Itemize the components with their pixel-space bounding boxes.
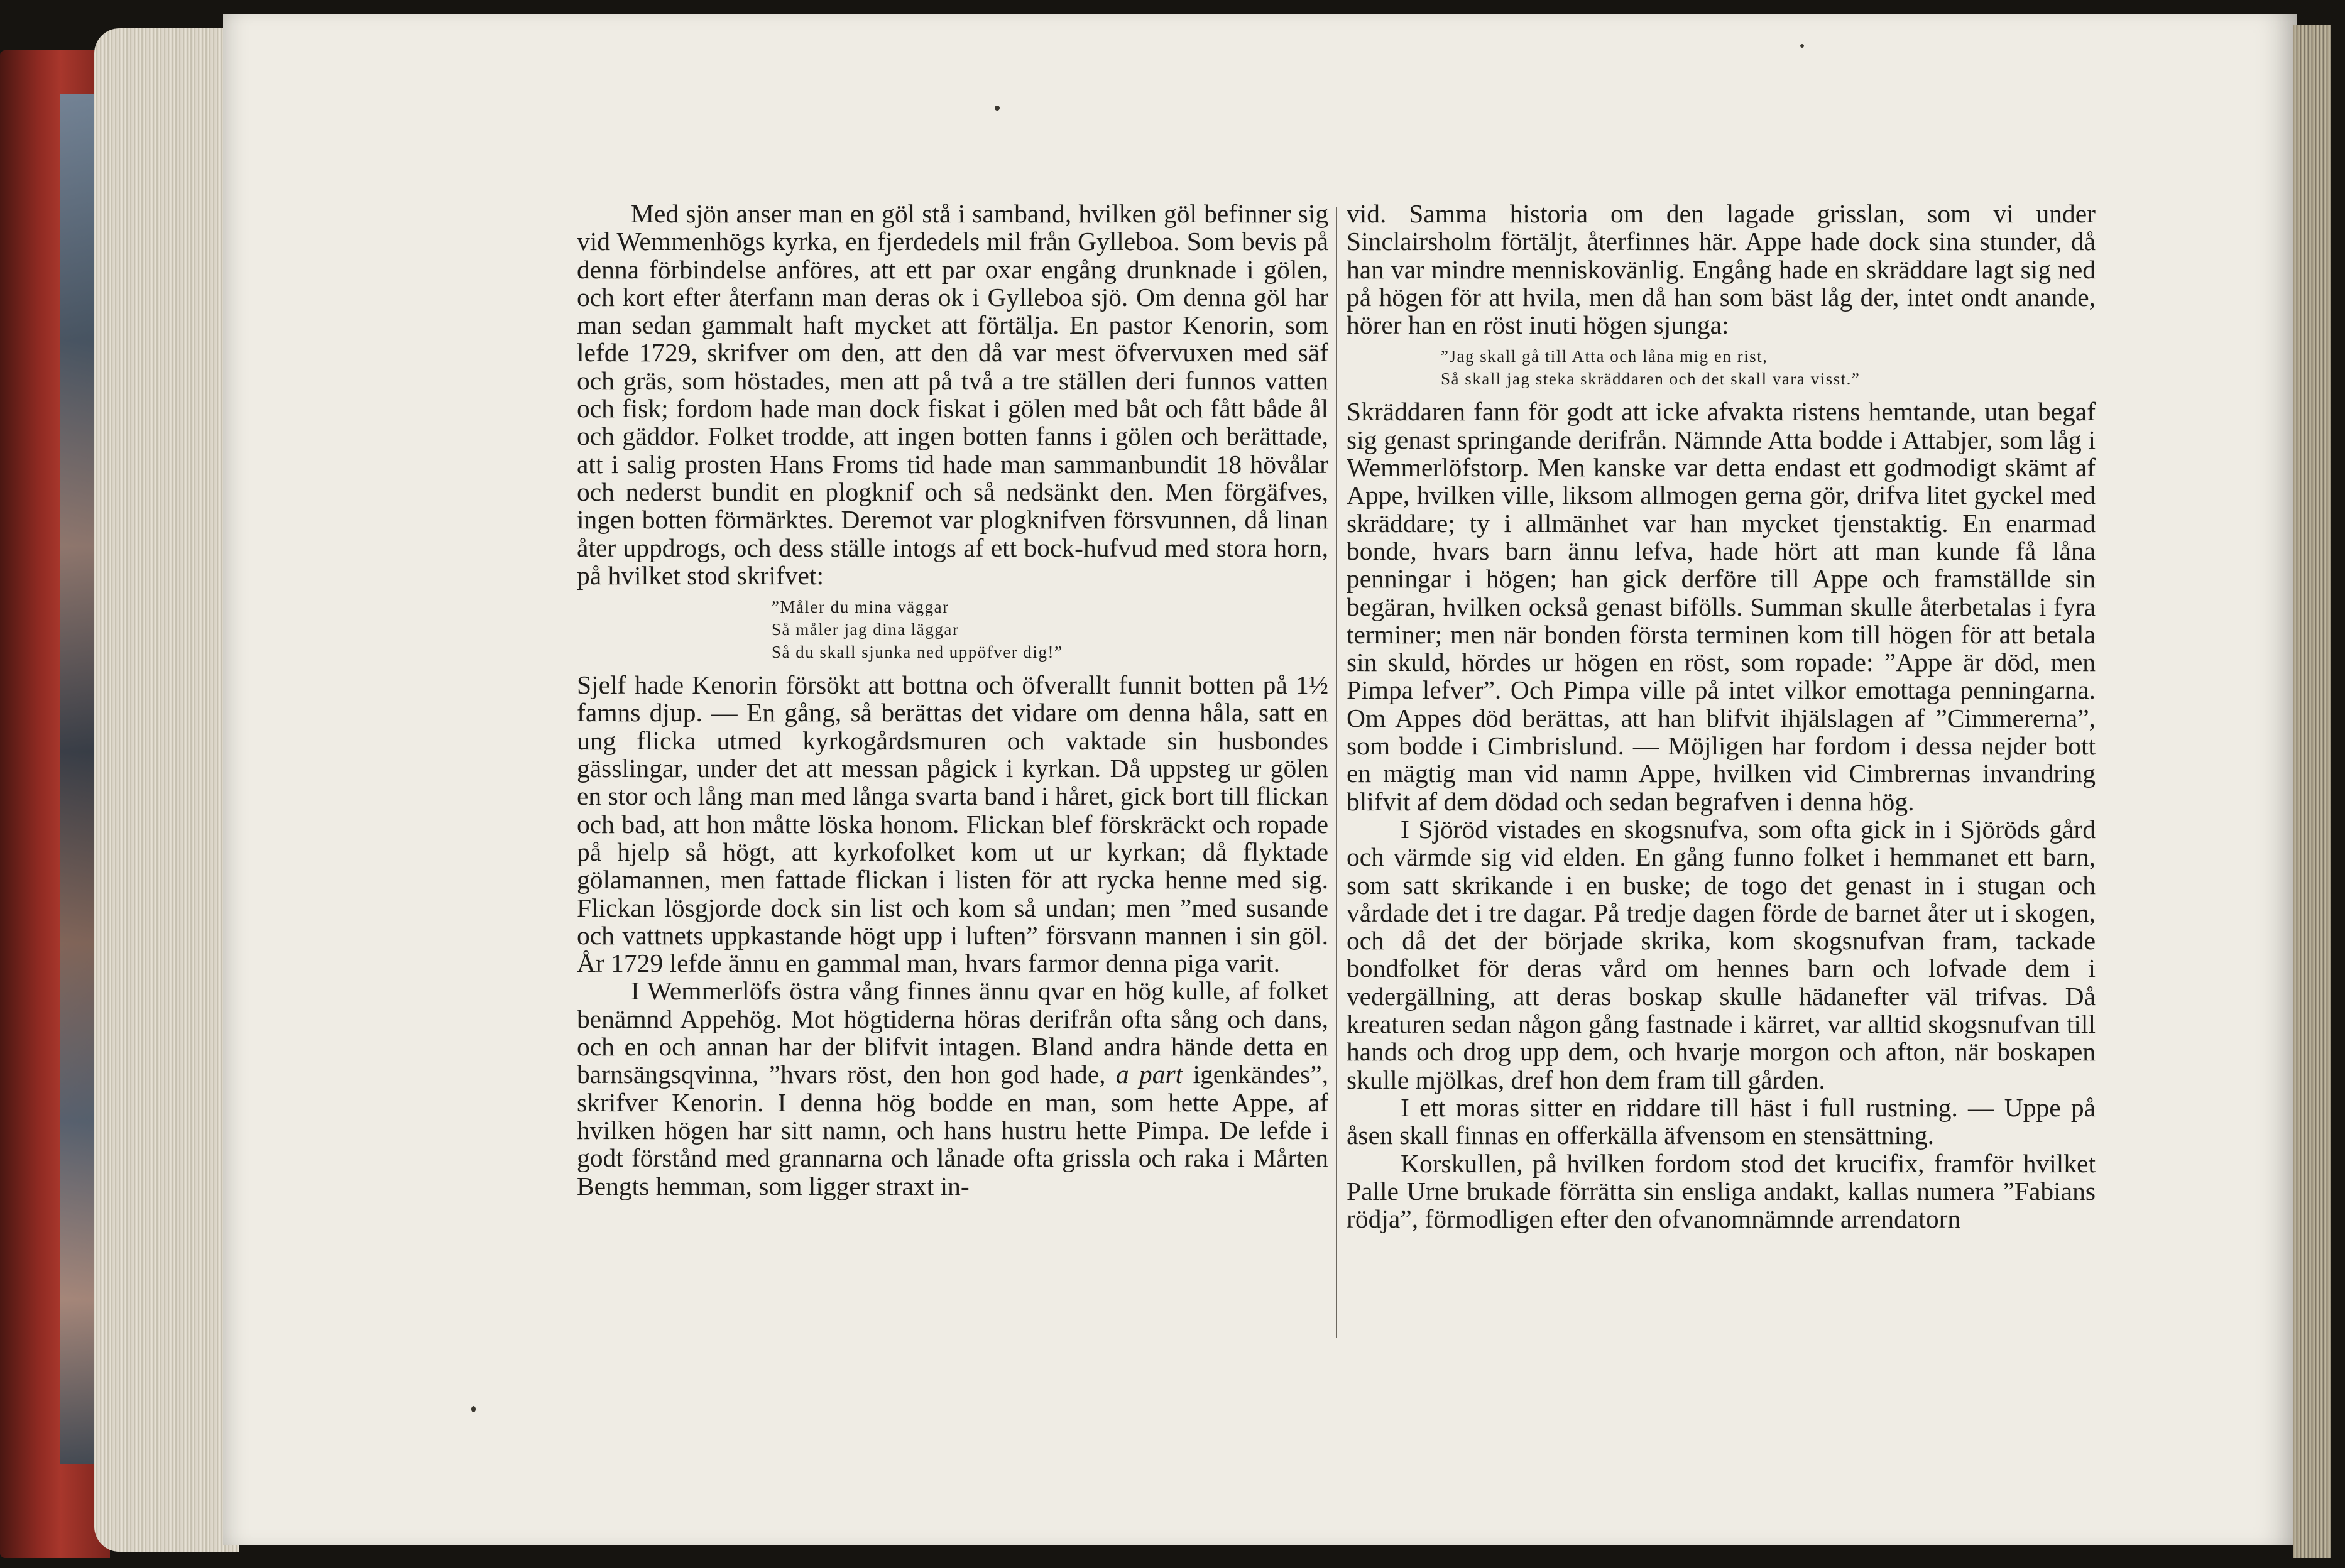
verse-line: Så skall jag steka skräddaren och det skall vara visst.” <box>1441 369 1861 389</box>
verse-block <box>577 596 1328 663</box>
paragraph: I Sjöröd vistades en skogsnufva, som ofta gick in i Sjöröds gård och värmde sig vid elden. En gång funno folket i hemmanet ett barn, som satt skrikande i en buske; de togo det genast in i stugan och vårdade det i tre dagar. På tredje dagen förde de barnet åter ut i skogen, och då det der började skrika, kom skogsnufvan fram, tackade bondfolket för deras vård om hennes barn och lofvade dem i vedergällning, att deras boskap skulle hädanefter väl trifvas. Då kreaturen sedan någon gång fastnade i kärret, var alltid skogsnufvan till hands och drog upp dem, och hvarje morgon och afton, när boskapen skulle mjölkas, dref hon dem fram till gården. <box>1347 814 2096 1094</box>
paragraph-text: I Wemmerlöfs östra vång finnes ännu qvar en hög kulle, af folket benämnd Appehög. Mot högtiderna höras derifrån ofta sång och dans, och en och annan har der blifvit intagen. Bland andra hände detta en barnsängsqvinna, ”hvars röst, den hon god hade, <box>577 976 1328 1089</box>
column-divider <box>1336 207 1337 1338</box>
paragraph: Med sjön anser man en göl stå i samband, hvilken göl befinner sig vid Wemmenhögs kyrka, en fjerdedels mil från Gylleboa. Som bevis på denna förbindelse anföres, att ett par oxar engång drunknade i gölen, och kort efter återfann man deras ok i Gylleboa sjö. Om denna göl har man sedan gammalt haft mycket att förtälja. En pastor Kenorin, som lefde 1729, skrifver om den, att den då var mest öfvervuxen med säf och gräs, som höstades, men att på två a tre ställen deri funnos vatten och fisk; fordom hade man dock fiskat i gölen med båt och fått både ål och gäddor. Folket trodde, att ingen botten fanns i gölen och berättade, att i salig prosten Hans Froms tid hade man sammanbundit 18 hövålar och nederst bundit en plogknif och så nedsänkt den. Men förgäfves, ingen botten förmärktes. Deremot var plogknifven försvunnen, då linan åter uppdrogs, och dess ställe intogs af ett bock-hufvud med stora horn, på hvilket stod skrifvet: <box>577 199 1328 590</box>
paragraph: Sjelf hade Kenorin försökt att bottna och öfverallt funnit botten på 1½ famns djup. — En gång, så berättas det vidare om denna håla, satt en ung flicka utmed kyrkogårdsmuren och vaktade sin husbondes gässlingar, under det att messan pågick i kyrkan. Då uppsteg ur gölen en stor och lång man med långa svarta band i håret, gick bort till flickan och bad, att hon måtte löska honom. Flickan blef förskräckt och ropade på hjelp så högt, att kyrkofolket kom ut ur kyrkan; då flyktade gölamannen, men fattade flickan i listen för att rycka henne med sig. Flickan lösgjorde dock sin list och kom så undan; men ”med susande och vattnets uppkastande högt upp i luften” försvann mannen i sin göl. År 1729 lefde ännu en gammal man, hvars farmor denna piga varit. <box>577 670 1328 978</box>
verse-line: Så måler jag dina läggar <box>772 620 959 640</box>
paragraph: vid. Samma historia om den lagade grisslan, som vi under Sinclairsholm förtäljt, återfinnes här. Appe hade dock sina stunder, då han var mindre menniskovänlig. Engång hade en skräddare lagt sig ned på högen för att hvila, men då han som bäst låg der, intet ondt anande, hörer han en röst inuti högen sjunga: <box>1347 199 2096 340</box>
paper-speck <box>471 1406 476 1412</box>
verse-line: ”Jag skall gå till Atta och låna mig en rist, <box>1441 347 1768 366</box>
paragraph <box>577 977 1328 1199</box>
paper-speck <box>1800 44 1804 48</box>
right-text-column <box>1347 200 2096 1233</box>
emphasis: a part <box>1115 1060 1183 1089</box>
left-text-column <box>577 200 1328 1200</box>
verse-line: ”Måler du mina väggar <box>772 597 949 617</box>
right-page-edges <box>2293 25 2331 1558</box>
paragraph-text: igenkändes”, skrifver Kenorin. I denna hög bodde en man, som hette Appe, af hvilken högen har sitt namn, och hans hustru hette Pimpa. De lefde i godt förstånd med grannarna och lånade ofta grissla och raka i Mårten Bengts hemman, som ligger straxt in- <box>577 1060 1328 1200</box>
page-edges <box>94 28 239 1552</box>
paragraph: Korskullen, på hvilken fordom stod det krucifix, framför hvilket Palle Urne brukade förrätta sin ensliga andakt, kallas numera ”Fabians rödja”, förmodligen efter den ofvanomnämnde arrendatorn <box>1347 1148 2096 1234</box>
paper-speck <box>995 106 1000 111</box>
verse-block <box>1347 345 2096 390</box>
paragraph: I ett moras sitter en riddare till häst i full rustning. — Uppe på åsen skall finnas en offerkälla äfvensom en stensättning. <box>1347 1092 2096 1150</box>
paragraph: Skräddaren fann för godt att icke afvakta ristens hemtande, utan begaf sig genast springande derifrån. Nämnde Atta bodde i Attabjer, som låg i Wemmerlöfstorp. Men kanske var detta endast ett godmodigt skämt af Appe, hvilken ville, liksom allmogen gerna gör, drifva litet gyckel med skräddare; ty i allmänhet var han mycket tjenstaktig. En enarmad bonde, hvars barn ännu lefva, hade hört att man kunde få låna penningar i högen; han gick derföre till Appe och framställde sin begäran, hvilken också genast bifölls. Summan skulle återbetalas i fyra terminer; men när bonden första terminen kom till högen för att betala sin skuld, hördes ur högen en röst, som ropade: ”Appe är död, men Pimpa lefver”. Och Pimpa ville på intet vilkor emottaga penningarna. Om Appes död berättas, att han blifvit ihjälslagen af ”Cimmererna”, som bodde i Cimbrislund. — Möjligen har fordom i dessa nejder bott en mägtig man vid namn Appe, hvilken vid Cimbrernas invandring blifvit af dem dödad och sedan begrafven i denna hög. <box>1347 397 2096 816</box>
verse-line: Så du skall sjunka ned uppöfver dig!” <box>772 643 1063 662</box>
